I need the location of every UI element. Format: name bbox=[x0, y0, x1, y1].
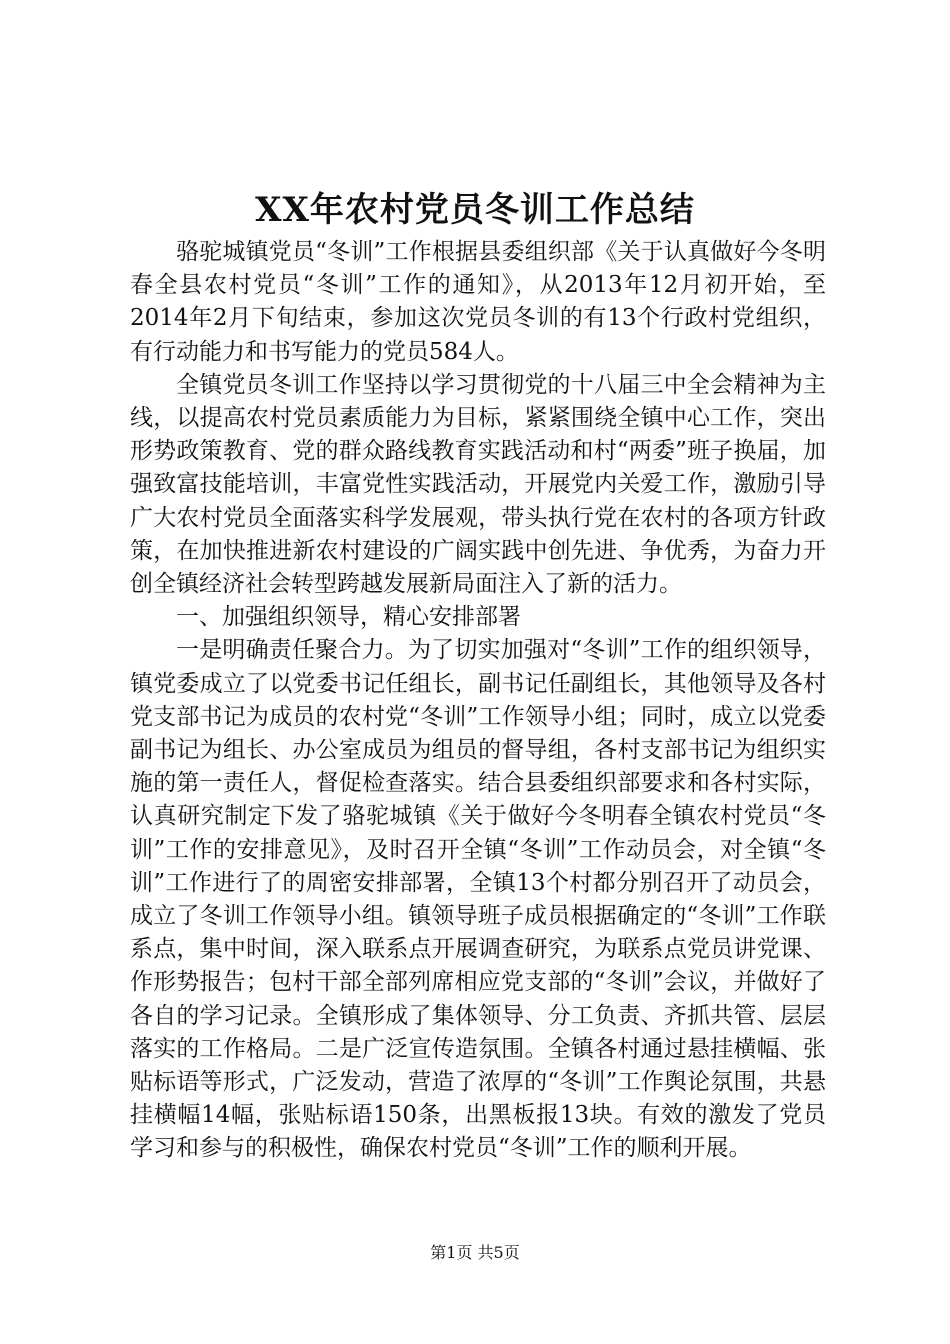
page-footer: 第1页 共5页 bbox=[430, 1243, 520, 1262]
document-body bbox=[130, 236, 826, 1166]
section-heading: 一、加强组织领导，精心安排部署 bbox=[176, 604, 521, 631]
paragraph-overview: 全镇党员冬训工作坚持以学习贯彻党的十八届三中全会精神为主线，以提高农村党员素质能力为目标，紧紧围绕全镇中心工作，突出形势政策教育、党的群众路线教育实践活动和村“两委”班子换届，加强致富技能培训，丰富党性实践活动，开展党内关爱工作，激励引导广大农村党员全面落实科学发展观，带头执行党在农村的各项方针政策，在加快推进新农村建设的广阔实践中创先进、争优秀，为奋力开创全镇经济社会转型跨越发展新局面注入了新的活力。 bbox=[130, 371, 826, 598]
paragraph-section-one: 一是明确责任聚合力。为了切实加强对“冬训”工作的组织领导，镇党委成立了以党委书记任组长，副书记任副组长，其他领导及各村党支部书记为成员的农村党“冬训”工作领导小组；同时，成立以党委副书记为组长、办公室成员为组员的督导组，各村支部书记为组织实施的第一责任人，督促检查落实。结合县委组织部要求和各村实际，认真研究制定下发了骆驼城镇《关于做好今冬明春全镇农村党员“冬训”工作的安排意见》，及时召开全镇“冬训”工作动员会，对全镇“冬训”工作进行了的周密安排部署，全镇13个村都分别召开了动员会，成立了冬训工作领导小组。镇领导班子成员根据确定的“冬训”工作联系点，集中时间，深入联系点开展调查研究，为联系点党员讲党课、作形势报告；包村干部全部列席相应党支部的“冬训”会议，并做好了各自的学习记录。全镇形成了集体领导、分工负责、齐抓共管、层层落实的工作格局。二是广泛宣传造氛围。全镇各村通过悬挂横幅、张贴标语等形式，广泛发动，营造了浓厚的“冬训”工作舆论氛围，共悬挂横幅14幅，张贴标语150条，出黑板报13块。有效的激发了党员学习和参与的积极性，确保农村党员“冬训”工作的顺利开展。 bbox=[130, 637, 826, 1162]
document-title: XX年农村党员冬训工作总结 bbox=[255, 190, 695, 230]
paragraph-intro: 骆驼城镇党员“冬训”工作根据县委组织部《关于认真做好今冬明春全县农村党员“冬训”工作的通知》，从2013年12月初开始，至2014年2月下旬结束，参加这次党员冬训的有13个行政村党组织，有行动能力和书写能力的党员584人。 bbox=[130, 239, 826, 365]
